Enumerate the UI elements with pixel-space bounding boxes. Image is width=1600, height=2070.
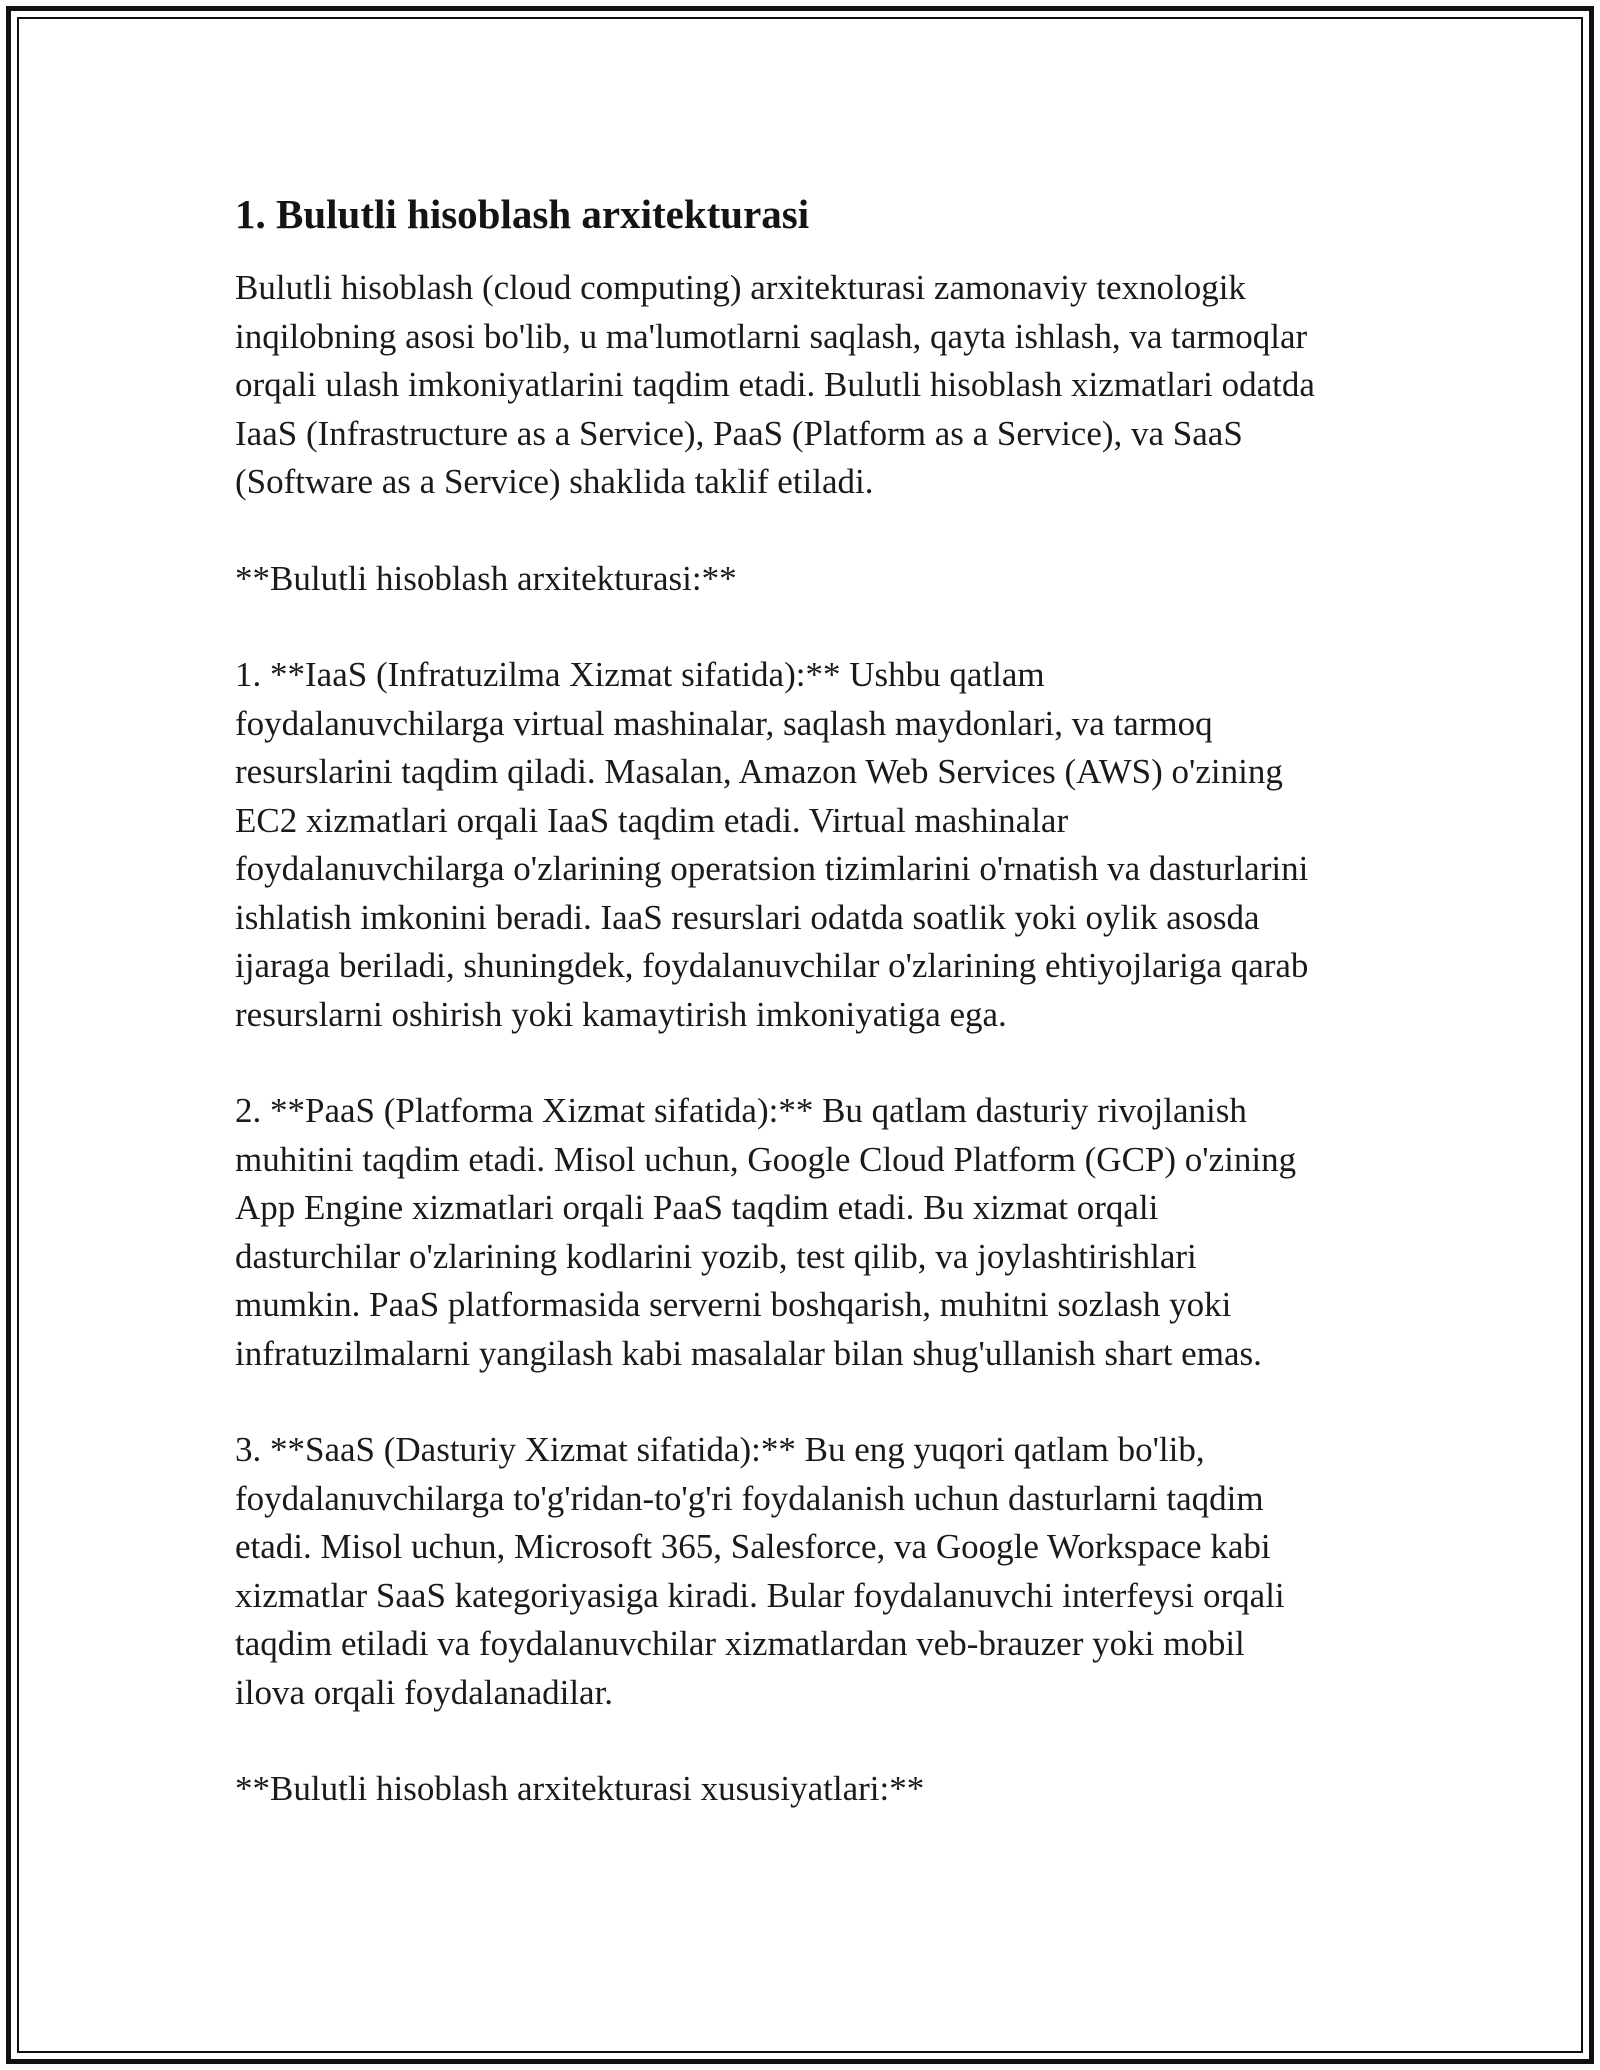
paragraph-line: App Engine xizmatlari orqali PaaS taqdim etadi. Bu xizmat orqali (235, 1188, 1159, 1227)
paragraph-line: infratuzilmalarni yangilash kabi masalalar bilan shug'ullanish shart emas. (235, 1333, 1262, 1373)
paragraph-line: EC2 xizmatlari orqali IaaS taqdim etadi. Virtual mashinalar (235, 800, 1069, 840)
paragraph-line: IaaS (Infrastructure as a Service), PaaS (Platform as a Service), va SaaS (235, 413, 1243, 453)
intro-paragraph (235, 264, 1385, 507)
paragraph-line: taqdim etiladi va foydalanuvchilar xizmatlardan veb-brauzer yoki mobil (235, 1624, 1245, 1663)
paragraph-line: foydalanuvchilarga to'g'ridan-to'g'ri foydalanish uchun dasturlarni taqdim (235, 1478, 1264, 1518)
paas-paragraph (235, 1087, 1385, 1378)
paragraph-line: etadi. Misol uchun, Microsoft 365, Salesforce, va Google Workspace kabi (235, 1527, 1271, 1566)
document-body (235, 188, 1385, 1814)
paragraph-line: Bulutli hisoblash (cloud computing) arxitekturasi zamonaviy texnologik (235, 268, 1246, 307)
paragraph-line: foydalanuvchilarga virtual mashinalar, saqlash maydonlari, va tarmoq (235, 703, 1213, 743)
paragraph-line: mumkin. PaaS platformasida serverni boshqarish, muhitni sozlash yoki (235, 1285, 1232, 1324)
paragraph-line: ijaraga beriladi, shuningdek, foydalanuvchilar o'zlarining ehtiyojlariga qarab (235, 946, 1309, 985)
paragraph-line: foydalanuvchilarga o'zlarining operatsion tizimlarini o'rnatish va dasturlarini (235, 849, 1309, 888)
paragraph-line: 2. **PaaS (Platforma Xizmat sifatida):** Bu qatlam dasturiy rivojlanish (235, 1091, 1247, 1130)
paragraph-line: inqilobning asosi bo'lib, u ma'lumotlarni saqlash, qayta ishlash, va tarmoqlar (235, 316, 1308, 356)
saas-paragraph (235, 1426, 1385, 1717)
paragraph-line: dasturchilar o'zlarining kodlarini yozib, test qilib, va joylashtirishlari (235, 1236, 1197, 1276)
paragraph-line: ishlatish imkonini beradi. IaaS resurslari odatda soatlik yoki oylik asosda (235, 897, 1260, 937)
paragraph-line: muhitini taqdim etadi. Misol uchun, Google Cloud Platform (GCP) o'zining (235, 1139, 1297, 1179)
iaas-paragraph (235, 651, 1385, 1039)
paragraph-line: 1. **IaaS (Infratuzilma Xizmat sifatida):** Ushbu qatlam (235, 655, 1045, 694)
features-label: **Bulutli hisoblash arxitekturasi xususiyatlari:** (235, 1769, 925, 1808)
paragraph-line: (Software as a Service) shaklida taklif etiladi. (235, 462, 874, 501)
section-heading: 1. Bulutli hisoblash arxitekturasi (235, 191, 810, 237)
paragraph-line: resurslarni oshirish yoki kamaytirish imkoniyatiga ega. (235, 994, 1007, 1034)
paragraph-line: 3. **SaaS (Dasturiy Xizmat sifatida):** Bu eng yuqori qatlam bo'lib, (235, 1430, 1205, 1469)
paragraph-line: xizmatlar SaaS kategoriyasiga kiradi. Bular foydalanuvchi interfeysi orqali (235, 1575, 1285, 1615)
architecture-label: **Bulutli hisoblash arxitekturasi:** (235, 558, 737, 598)
paragraph-line: ilova orqali foydalanadilar. (235, 1672, 614, 1712)
paragraph-line: resurslarini taqdim qiladi. Masalan, Amazon Web Services (AWS) o'zining (235, 752, 1283, 791)
paragraph-line: orqali ulash imkoniyatlarini taqdim etadi. Bulutli hisoblash xizmatlari odatda (235, 365, 1315, 404)
